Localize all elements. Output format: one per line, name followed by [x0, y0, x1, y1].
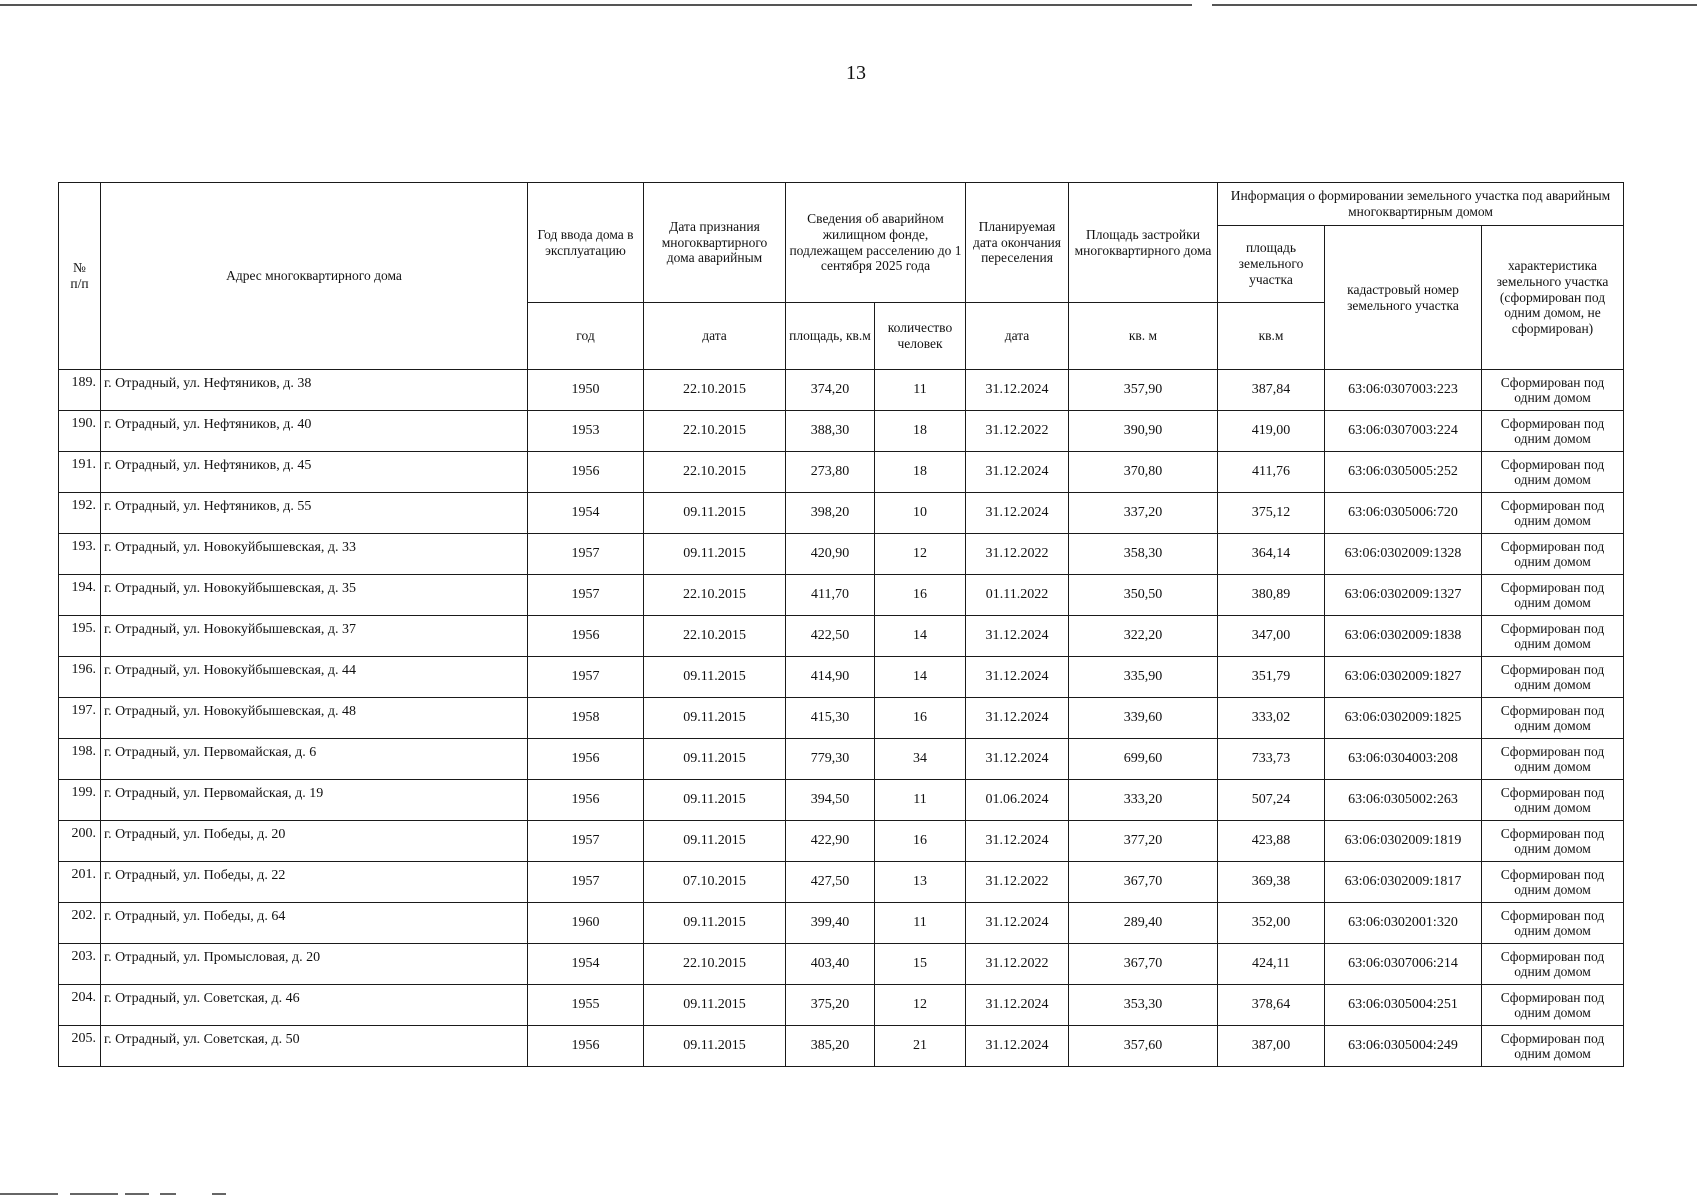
cell-recognition-date: 09.11.2015	[644, 1026, 786, 1067]
cell-area: 394,50	[786, 780, 875, 821]
table-row	[59, 411, 1624, 452]
cell-year-built: 1955	[528, 985, 644, 1026]
cell-address: г. Отрадный, ул. Первомайская, д. 6	[101, 739, 528, 780]
cell-building-area: 289,40	[1069, 903, 1218, 944]
cell-land-characteristic: Сформирован под одним домом	[1482, 739, 1624, 780]
cell-number: 201.	[59, 862, 101, 903]
table-row	[59, 657, 1624, 698]
cell-recognition-date: 09.11.2015	[644, 985, 786, 1026]
cell-planned-date: 01.06.2024	[966, 780, 1069, 821]
cell-land-area: 347,00	[1218, 616, 1325, 657]
table-row	[59, 862, 1624, 903]
cell-address: г. Отрадный, ул. Победы, д. 20	[101, 821, 528, 862]
cell-building-area: 377,20	[1069, 821, 1218, 862]
cell-cadastral: 63:06:0302009:1328	[1325, 534, 1482, 575]
cell-people: 12	[875, 985, 966, 1026]
cell-recognition-date: 09.11.2015	[644, 534, 786, 575]
cell-cadastral: 63:06:0302009:1838	[1325, 616, 1482, 657]
cell-people: 16	[875, 575, 966, 616]
table-row	[59, 944, 1624, 985]
cell-recognition-date: 22.10.2015	[644, 944, 786, 985]
cell-land-area: 380,89	[1218, 575, 1325, 616]
cell-year-built: 1953	[528, 411, 644, 452]
cell-area: 411,70	[786, 575, 875, 616]
cell-planned-date: 31.12.2024	[966, 1026, 1069, 1067]
cell-people: 13	[875, 862, 966, 903]
col-header-recognition-date: Дата признания многоквартирного дома аварийным	[644, 183, 786, 303]
cell-area: 414,90	[786, 657, 875, 698]
table-row	[59, 616, 1624, 657]
cell-cadastral: 63:06:0305002:263	[1325, 780, 1482, 821]
cell-land-characteristic: Сформирован под одним домом	[1482, 903, 1624, 944]
top-rule-left	[0, 4, 1192, 6]
cell-area: 385,20	[786, 1026, 875, 1067]
cell-recognition-date: 09.11.2015	[644, 739, 786, 780]
cell-building-area: 333,20	[1069, 780, 1218, 821]
cell-planned-date: 31.12.2024	[966, 616, 1069, 657]
cell-number: 202.	[59, 903, 101, 944]
cell-planned-date: 31.12.2024	[966, 739, 1069, 780]
cell-land-area: 411,76	[1218, 452, 1325, 493]
cell-people: 15	[875, 944, 966, 985]
table-row	[59, 903, 1624, 944]
cell-year-built: 1957	[528, 657, 644, 698]
col-subheader-date: дата	[644, 303, 786, 370]
cell-people: 12	[875, 534, 966, 575]
cell-land-area: 733,73	[1218, 739, 1325, 780]
cell-building-area: 337,20	[1069, 493, 1218, 534]
cell-building-area: 367,70	[1069, 862, 1218, 903]
cell-building-area: 322,20	[1069, 616, 1218, 657]
cell-land-characteristic: Сформирован под одним домом	[1482, 575, 1624, 616]
cell-number: 194.	[59, 575, 101, 616]
cell-planned-date: 31.12.2022	[966, 534, 1069, 575]
cell-recognition-date: 22.10.2015	[644, 616, 786, 657]
cell-cadastral: 63:06:0304003:208	[1325, 739, 1482, 780]
cell-planned-date: 31.12.2024	[966, 903, 1069, 944]
cell-number: 199.	[59, 780, 101, 821]
cell-recognition-date: 22.10.2015	[644, 575, 786, 616]
cell-cadastral: 63:06:0305005:252	[1325, 452, 1482, 493]
col-header-building-area: Площадь застройки многоквартирного дома	[1069, 183, 1218, 303]
cell-recognition-date: 09.11.2015	[644, 821, 786, 862]
col-subheader-land-area: кв.м	[1218, 303, 1325, 370]
cell-recognition-date: 09.11.2015	[644, 780, 786, 821]
cell-year-built: 1958	[528, 698, 644, 739]
cell-land-characteristic: Сформирован под одним домом	[1482, 411, 1624, 452]
cell-recognition-date: 09.11.2015	[644, 657, 786, 698]
cell-land-area: 351,79	[1218, 657, 1325, 698]
table-row	[59, 985, 1624, 1026]
cell-people: 11	[875, 780, 966, 821]
cell-year-built: 1956	[528, 780, 644, 821]
cell-year-built: 1957	[528, 821, 644, 862]
cell-people: 21	[875, 1026, 966, 1067]
col-subheader-planned-date: дата	[966, 303, 1069, 370]
table-row	[59, 493, 1624, 534]
cell-building-area: 358,30	[1069, 534, 1218, 575]
cell-land-characteristic: Сформирован под одним домом	[1482, 657, 1624, 698]
cell-recognition-date: 09.11.2015	[644, 903, 786, 944]
cell-address: г. Отрадный, ул. Советская, д. 46	[101, 985, 528, 1026]
col-header-land-area: площадь земельного участка	[1218, 226, 1325, 303]
cell-cadastral: 63:06:0302001:320	[1325, 903, 1482, 944]
cell-land-area: 375,12	[1218, 493, 1325, 534]
bottom-rule-5	[212, 1193, 226, 1195]
col-header-number: № п/п	[59, 183, 101, 370]
cell-year-built: 1960	[528, 903, 644, 944]
cell-building-area: 335,90	[1069, 657, 1218, 698]
cell-land-characteristic: Сформирован под одним домом	[1482, 985, 1624, 1026]
cell-people: 10	[875, 493, 966, 534]
cell-area: 375,20	[786, 985, 875, 1026]
cell-number: 196.	[59, 657, 101, 698]
cell-year-built: 1956	[528, 739, 644, 780]
page-number: 13	[846, 62, 866, 84]
cell-land-characteristic: Сформирован под одним домом	[1482, 944, 1624, 985]
cell-area: 388,30	[786, 411, 875, 452]
table-row	[59, 370, 1624, 411]
cell-planned-date: 31.12.2024	[966, 452, 1069, 493]
table-row	[59, 1026, 1624, 1067]
cell-number: 205.	[59, 1026, 101, 1067]
col-header-cadastral: кадастровый номер земельного участка	[1325, 226, 1482, 370]
cell-number: 195.	[59, 616, 101, 657]
cell-number: 197.	[59, 698, 101, 739]
cell-cadastral: 63:06:0307006:214	[1325, 944, 1482, 985]
cell-people: 18	[875, 411, 966, 452]
bottom-rule-2	[70, 1193, 118, 1195]
col-subheader-area: площадь, кв.м	[786, 303, 875, 370]
cell-cadastral: 63:06:0305004:249	[1325, 1026, 1482, 1067]
cell-land-area: 352,00	[1218, 903, 1325, 944]
cell-people: 34	[875, 739, 966, 780]
cell-people: 11	[875, 903, 966, 944]
cell-address: г. Отрадный, ул. Победы, д. 22	[101, 862, 528, 903]
bottom-rule-1	[0, 1193, 58, 1195]
cell-cadastral: 63:06:0302009:1817	[1325, 862, 1482, 903]
cell-address: г. Отрадный, ул. Первомайская, д. 19	[101, 780, 528, 821]
cell-area: 420,90	[786, 534, 875, 575]
cell-address: г. Отрадный, ул. Нефтяников, д. 45	[101, 452, 528, 493]
cell-address: г. Отрадный, ул. Новокуйбышевская, д. 33	[101, 534, 528, 575]
cell-people: 14	[875, 657, 966, 698]
col-subheader-people: количество человек	[875, 303, 966, 370]
cell-cadastral: 63:06:0302009:1825	[1325, 698, 1482, 739]
cell-land-characteristic: Сформирован под одним домом	[1482, 493, 1624, 534]
cell-address: г. Отрадный, ул. Новокуйбышевская, д. 37	[101, 616, 528, 657]
col-header-land-info: Информация о формировании земельного участка под аварийным многоквартирным домом	[1218, 183, 1624, 226]
cell-address: г. Отрадный, ул. Новокуйбышевская, д. 35	[101, 575, 528, 616]
cell-recognition-date: 22.10.2015	[644, 411, 786, 452]
cell-recognition-date: 22.10.2015	[644, 370, 786, 411]
cell-planned-date: 01.11.2022	[966, 575, 1069, 616]
cell-cadastral: 63:06:0307003:223	[1325, 370, 1482, 411]
cell-land-characteristic: Сформирован под одним домом	[1482, 780, 1624, 821]
table-header	[59, 183, 1624, 370]
col-header-address: Адрес многоквартирного дома	[101, 183, 528, 370]
cell-address: г. Отрадный, ул. Победы, д. 64	[101, 903, 528, 944]
cell-year-built: 1957	[528, 534, 644, 575]
cell-address: г. Отрадный, ул. Нефтяников, д. 55	[101, 493, 528, 534]
cell-building-area: 367,70	[1069, 944, 1218, 985]
cell-address: г. Отрадный, ул. Нефтяников, д. 40	[101, 411, 528, 452]
cell-year-built: 1957	[528, 862, 644, 903]
cell-land-characteristic: Сформирован под одним домом	[1482, 370, 1624, 411]
cell-building-area: 357,90	[1069, 370, 1218, 411]
cell-number: 193.	[59, 534, 101, 575]
cell-land-area: 364,14	[1218, 534, 1325, 575]
bottom-rule-4	[160, 1193, 176, 1195]
table-row	[59, 698, 1624, 739]
cell-number: 198.	[59, 739, 101, 780]
cell-land-characteristic: Сформирован под одним домом	[1482, 1026, 1624, 1067]
cell-area: 415,30	[786, 698, 875, 739]
col-header-planned-date: Планируемая дата окончания переселения	[966, 183, 1069, 303]
cell-year-built: 1956	[528, 1026, 644, 1067]
cell-address: г. Отрадный, ул. Советская, д. 50	[101, 1026, 528, 1067]
table-row	[59, 780, 1624, 821]
cell-planned-date: 31.12.2024	[966, 493, 1069, 534]
cell-land-area: 387,84	[1218, 370, 1325, 411]
cell-cadastral: 63:06:0302009:1327	[1325, 575, 1482, 616]
cell-number: 190.	[59, 411, 101, 452]
cell-recognition-date: 09.11.2015	[644, 698, 786, 739]
cell-area: 427,50	[786, 862, 875, 903]
cell-area: 422,50	[786, 616, 875, 657]
table-row	[59, 534, 1624, 575]
cell-people: 11	[875, 370, 966, 411]
top-rule-right	[1212, 4, 1697, 6]
cell-cadastral: 63:06:0305006:720	[1325, 493, 1482, 534]
cell-land-area: 424,11	[1218, 944, 1325, 985]
bottom-rule-3	[125, 1193, 149, 1195]
cell-land-area: 423,88	[1218, 821, 1325, 862]
cell-year-built: 1957	[528, 575, 644, 616]
cell-number: 203.	[59, 944, 101, 985]
cell-building-area: 357,60	[1069, 1026, 1218, 1067]
table-row	[59, 452, 1624, 493]
cell-year-built: 1956	[528, 616, 644, 657]
cell-area: 422,90	[786, 821, 875, 862]
cell-building-area: 339,60	[1069, 698, 1218, 739]
cell-year-built: 1954	[528, 944, 644, 985]
table-row	[59, 739, 1624, 780]
cell-land-area: 378,64	[1218, 985, 1325, 1026]
cell-recognition-date: 09.11.2015	[644, 493, 786, 534]
cell-number: 204.	[59, 985, 101, 1026]
cell-area: 398,20	[786, 493, 875, 534]
cell-planned-date: 31.12.2024	[966, 370, 1069, 411]
cell-recognition-date: 07.10.2015	[644, 862, 786, 903]
cell-year-built: 1954	[528, 493, 644, 534]
cell-number: 192.	[59, 493, 101, 534]
cell-number: 189.	[59, 370, 101, 411]
col-subheader-year: год	[528, 303, 644, 370]
table-row	[59, 575, 1624, 616]
cell-planned-date: 31.12.2024	[966, 821, 1069, 862]
cell-cadastral: 63:06:0302009:1819	[1325, 821, 1482, 862]
cell-recognition-date: 22.10.2015	[644, 452, 786, 493]
cell-area: 374,20	[786, 370, 875, 411]
cell-address: г. Отрадный, ул. Нефтяников, д. 38	[101, 370, 528, 411]
cell-building-area: 353,30	[1069, 985, 1218, 1026]
cell-planned-date: 31.12.2022	[966, 411, 1069, 452]
cell-building-area: 350,50	[1069, 575, 1218, 616]
cell-year-built: 1956	[528, 452, 644, 493]
cell-land-characteristic: Сформирован под одним домом	[1482, 534, 1624, 575]
cell-area: 779,30	[786, 739, 875, 780]
cell-planned-date: 31.12.2024	[966, 985, 1069, 1026]
cell-number: 191.	[59, 452, 101, 493]
cell-cadastral: 63:06:0302009:1827	[1325, 657, 1482, 698]
cell-area: 399,40	[786, 903, 875, 944]
col-header-year-built: Год ввода дома в эксплуатацию	[528, 183, 644, 303]
cell-people: 18	[875, 452, 966, 493]
cell-land-characteristic: Сформирован под одним домом	[1482, 698, 1624, 739]
cell-building-area: 370,80	[1069, 452, 1218, 493]
cell-building-area: 390,90	[1069, 411, 1218, 452]
cell-building-area: 699,60	[1069, 739, 1218, 780]
cell-people: 14	[875, 616, 966, 657]
cell-land-area: 387,00	[1218, 1026, 1325, 1067]
cell-planned-date: 31.12.2024	[966, 698, 1069, 739]
cell-address: г. Отрадный, ул. Новокуйбышевская, д. 48	[101, 698, 528, 739]
col-subheader-building-area: кв. м	[1069, 303, 1218, 370]
table-row	[59, 821, 1624, 862]
cell-planned-date: 31.12.2022	[966, 862, 1069, 903]
cell-people: 16	[875, 821, 966, 862]
cell-cadastral: 63:06:0305004:251	[1325, 985, 1482, 1026]
cell-land-area: 369,38	[1218, 862, 1325, 903]
col-header-land-characteristic: характеристика земельного участка (сформирован под одним домом, не сформирован)	[1482, 226, 1624, 370]
cell-planned-date: 31.12.2024	[966, 657, 1069, 698]
cell-land-area: 333,02	[1218, 698, 1325, 739]
cell-address: г. Отрадный, ул. Промысловая, д. 20	[101, 944, 528, 985]
emergency-housing-table	[58, 182, 1624, 1067]
col-header-emergency-info: Сведения об аварийном жилищном фонде, подлежащем расселению до 1 сентября 2025 года	[786, 183, 966, 303]
cell-land-characteristic: Сформирован под одним домом	[1482, 821, 1624, 862]
cell-land-area: 419,00	[1218, 411, 1325, 452]
cell-land-characteristic: Сформирован под одним домом	[1482, 452, 1624, 493]
cell-planned-date: 31.12.2022	[966, 944, 1069, 985]
cell-area: 273,80	[786, 452, 875, 493]
cell-land-characteristic: Сформирован под одним домом	[1482, 616, 1624, 657]
cell-number: 200.	[59, 821, 101, 862]
cell-land-characteristic: Сформирован под одним домом	[1482, 862, 1624, 903]
cell-area: 403,40	[786, 944, 875, 985]
cell-cadastral: 63:06:0307003:224	[1325, 411, 1482, 452]
cell-people: 16	[875, 698, 966, 739]
cell-address: г. Отрадный, ул. Новокуйбышевская, д. 44	[101, 657, 528, 698]
table-body	[59, 370, 1624, 1067]
cell-land-area: 507,24	[1218, 780, 1325, 821]
cell-year-built: 1950	[528, 370, 644, 411]
